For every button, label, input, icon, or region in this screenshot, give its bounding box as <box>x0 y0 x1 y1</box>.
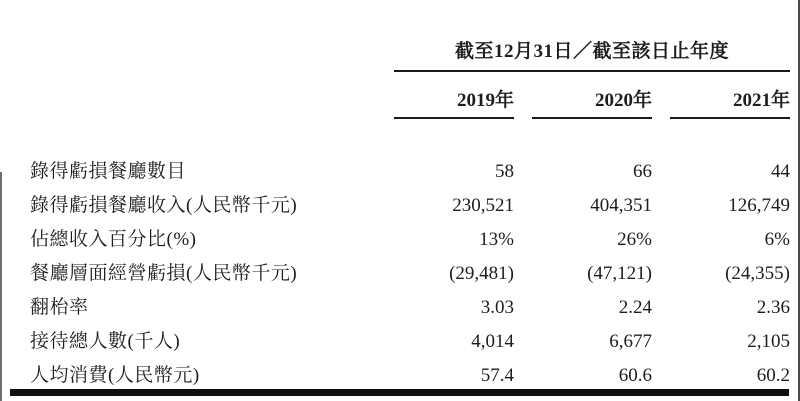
cell-2021: 126,749 <box>728 195 790 216</box>
bottom-divider-line <box>10 389 789 396</box>
page-left-border <box>0 172 2 401</box>
cell-2021: 60.2 <box>756 365 790 386</box>
cell-2020: 6,677 <box>609 331 652 352</box>
cell-2020: 404,351 <box>590 195 652 216</box>
column-header-2021: 2021年 <box>670 85 790 119</box>
cell-2019: 4,014 <box>471 331 514 352</box>
cell-2021: (24,355) <box>725 263 790 284</box>
table-row <box>30 325 790 359</box>
cell-2020: 60.6 <box>618 365 652 386</box>
table-row <box>30 155 790 189</box>
row-label: 錄得虧損餐廳收入(人民幣千元) <box>30 195 298 216</box>
cell-2019: 58 <box>495 161 514 182</box>
cell-2020: 66 <box>633 161 652 182</box>
cell-2020: (47,121) <box>587 263 652 284</box>
period-header-row <box>30 36 790 72</box>
cell-2019: 230,521 <box>452 195 514 216</box>
row-label: 翻枱率 <box>30 297 89 318</box>
row-label: 接待總人數(千人) <box>30 331 181 352</box>
row-label: 餐廳層面經營虧損(人民幣千元) <box>30 263 298 284</box>
column-header-2019: 2019年 <box>394 85 514 119</box>
table-row <box>30 223 790 257</box>
cell-2020: 26% <box>617 229 652 250</box>
cell-2021: 44 <box>771 161 790 182</box>
cell-2019: 57.4 <box>480 365 514 386</box>
column-header-row <box>30 85 790 119</box>
financial-table <box>30 36 790 393</box>
row-label: 人均消費(人民幣元) <box>30 365 200 386</box>
table-row <box>30 257 790 291</box>
table-row <box>30 189 790 223</box>
row-label: 錄得虧損餐廳數目 <box>30 161 187 182</box>
table-body <box>30 155 790 393</box>
cell-2019: (29,481) <box>449 263 514 284</box>
cell-2019: 3.03 <box>480 297 514 318</box>
cell-2021: 6% <box>764 229 790 250</box>
table-row <box>30 291 790 325</box>
row-label: 佔總收入百分比(%) <box>30 229 197 250</box>
table-row <box>30 359 790 393</box>
period-header: 截至12月31日／截至該日止年度 <box>394 36 790 72</box>
cell-2020: 2.24 <box>618 297 652 318</box>
cell-2021: 2,105 <box>747 331 790 352</box>
cell-2021: 2.36 <box>756 297 790 318</box>
column-header-2020: 2020年 <box>532 85 652 119</box>
cell-2019: 13% <box>479 229 514 250</box>
